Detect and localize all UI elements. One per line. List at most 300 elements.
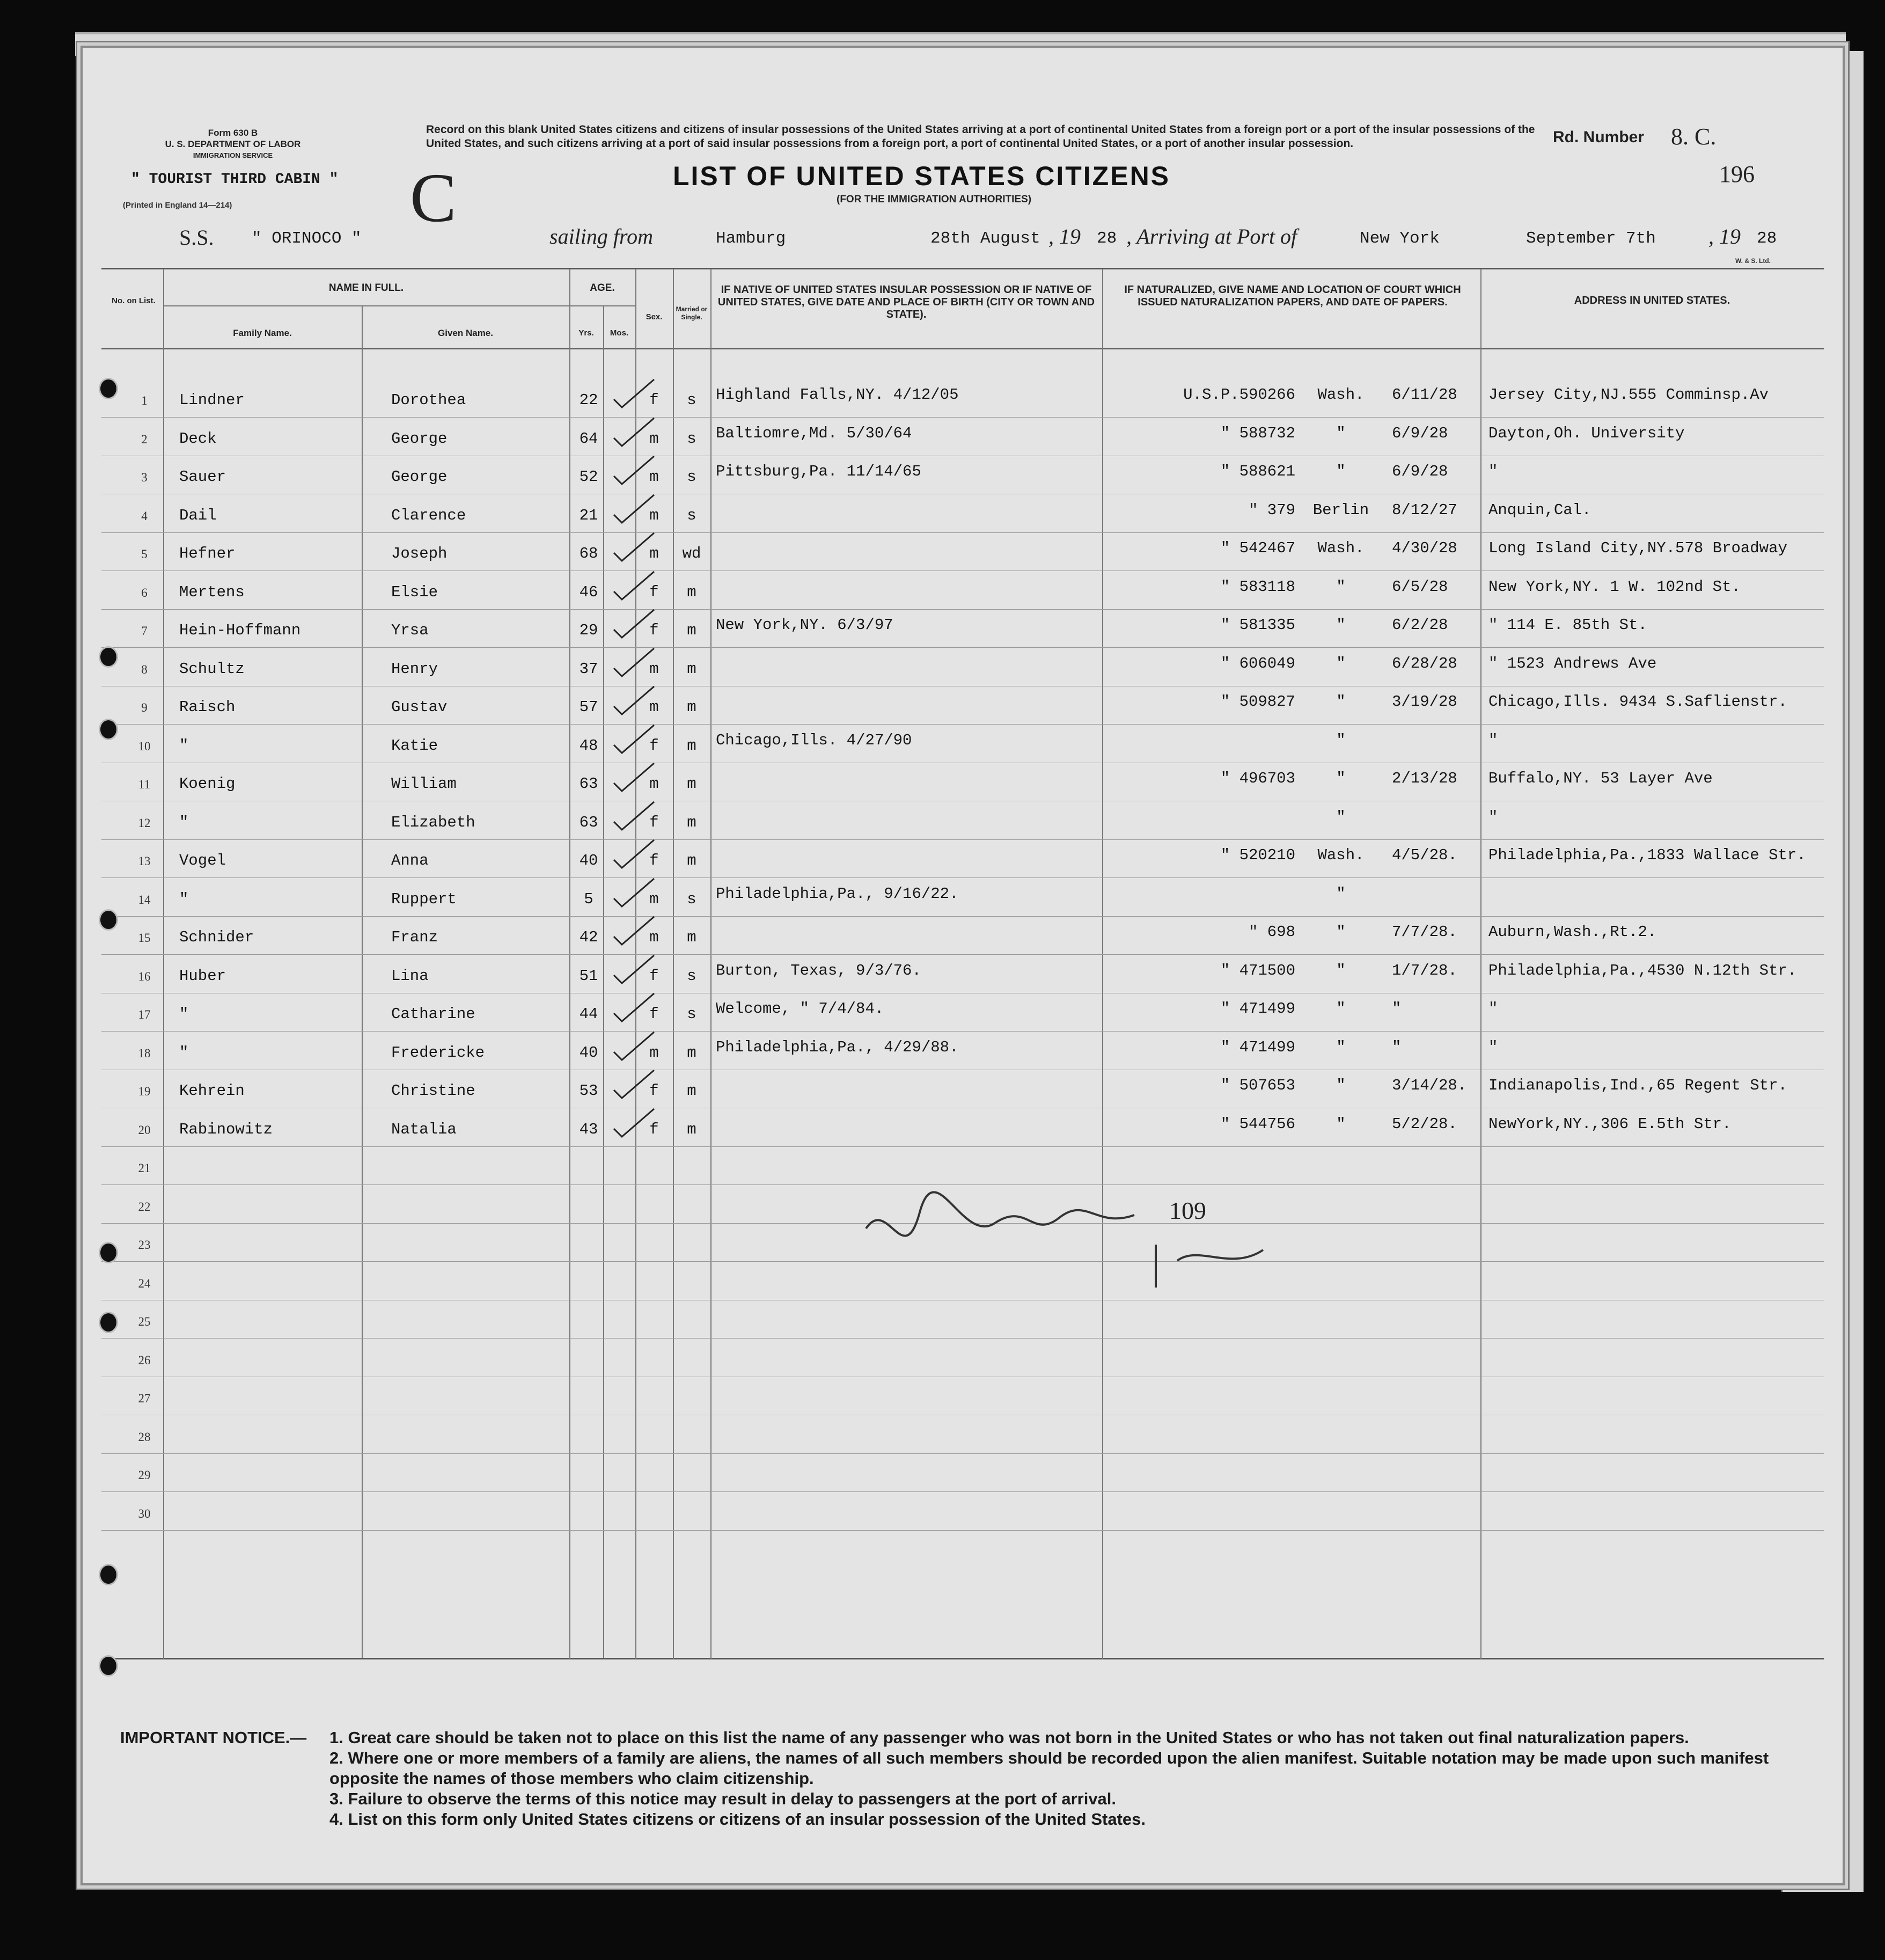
col-family: Family Name.	[233, 328, 292, 338]
col-married: Married or Single.	[676, 305, 708, 321]
service: IMMIGRATION SERVICE	[193, 151, 273, 159]
punch-hole	[99, 1242, 118, 1263]
table-header-rule	[101, 348, 1824, 349]
address: Indianapolis,Ind.,65 Regent Str.	[1488, 1077, 1787, 1094]
punch-hole	[99, 1312, 118, 1333]
naturalization-date: 6/5/28	[1392, 577, 1448, 596]
marital-status: s	[687, 1005, 696, 1023]
court: Wash.	[1317, 846, 1365, 864]
address: "	[1488, 463, 1498, 480]
sailing-date: 28th August	[930, 229, 1040, 248]
table-top-rule	[101, 268, 1824, 269]
row-rule	[101, 417, 1824, 418]
given-name: Dorothea	[391, 391, 466, 409]
col-address: ADDRESS IN UNITED STATES.	[1574, 295, 1730, 306]
page-number: 196	[1719, 161, 1755, 187]
marital-status: m	[687, 928, 696, 946]
arrival-year-prefix: , 19	[1708, 224, 1741, 248]
row-number: 6	[141, 586, 148, 599]
family-name: "	[179, 813, 189, 831]
address: " 114 E. 85th St.	[1488, 616, 1647, 634]
address: Jersey City,NJ.555 Comminsp.Av	[1488, 386, 1769, 404]
sex: f	[649, 813, 659, 831]
given-name: Anna	[391, 852, 429, 869]
naturalization-number: " 588621	[1220, 463, 1295, 480]
sex: m	[649, 429, 659, 448]
table-bottom-rule	[101, 1658, 1824, 1659]
sailing-year: 28	[1097, 229, 1117, 248]
naturalization-number: " 507653	[1220, 1077, 1295, 1094]
naturalization-date: 3/14/28.	[1392, 1077, 1467, 1094]
family-name: Dail	[179, 506, 217, 524]
court: "	[1336, 1000, 1346, 1018]
row-number: 15	[138, 931, 151, 945]
address: Auburn,Wash.,Rt.2.	[1488, 923, 1657, 941]
marital-status: m	[687, 1043, 696, 1062]
age-years: 37	[579, 660, 598, 678]
row-number: 27	[138, 1392, 151, 1405]
address: Chicago,Ills. 9434 S.Saflienstr.	[1488, 693, 1787, 711]
family-name: "	[179, 736, 189, 755]
page-title: LIST OF UNITED STATES CITIZENS	[673, 161, 1171, 191]
row-rule	[101, 1530, 1824, 1531]
row-rule	[101, 839, 1824, 840]
marital-status: s	[687, 506, 696, 524]
birth-info: Burton, Texas, 9/3/76.	[716, 961, 921, 979]
court: "	[1336, 884, 1346, 903]
check-mark	[611, 529, 659, 566]
family-name: Rabinowitz	[179, 1120, 273, 1138]
notice-item: 2. Where one or more members of a family are aliens, the names of all such members should be recorded upon the alien manifest. Suitable notation may be made upon such manifest opposite the names of those members who claim citizenship.	[329, 1749, 1769, 1788]
notice-item: 4. List on this form only United States citizens or citizens of an insular possession of the United States.	[329, 1810, 1146, 1829]
birth-info: Highland Falls,NY. 4/12/05	[716, 386, 959, 404]
row-rule	[101, 1338, 1824, 1339]
naturalization-number: " 544756	[1220, 1115, 1295, 1133]
address: Philadelphia,Pa.,1833 Wallace Str.	[1488, 846, 1806, 864]
family-name: "	[179, 890, 189, 908]
age-years: 46	[579, 583, 598, 601]
sex: m	[649, 890, 659, 908]
naturalization-date: 4/30/28	[1392, 539, 1457, 557]
row-number: 3	[141, 471, 148, 484]
row-rule	[101, 1031, 1824, 1032]
naturalization-number: " 581335	[1220, 616, 1295, 634]
sex: f	[649, 1120, 659, 1138]
sex: f	[649, 1005, 659, 1023]
naturalization-date: 6/9/28	[1392, 463, 1448, 480]
family-name: Schnider	[179, 928, 254, 946]
court: "	[1336, 577, 1346, 596]
form-info	[147, 127, 319, 161]
court: Berlin	[1312, 501, 1369, 519]
sex: f	[649, 621, 659, 639]
naturalization-date: 8/12/27	[1392, 501, 1457, 519]
naturalization-number: " 509827	[1220, 693, 1295, 711]
court: "	[1336, 808, 1346, 826]
given-name: Henry	[391, 660, 438, 678]
sex: m	[649, 1043, 659, 1062]
given-name: Natalia	[391, 1120, 457, 1138]
col-naturalized: IF NATURALIZED, GIVE NAME AND LOCATION OF COURT WHICH ISSUED NATURALIZATION PAPERS, AND DATE OF PAPERS.	[1124, 284, 1461, 308]
naturalization-number: " 496703	[1220, 770, 1295, 787]
row-number: 24	[138, 1276, 151, 1290]
birth-info: Philadelphia,Pa., 4/29/88.	[716, 1038, 959, 1056]
given-name: George	[391, 468, 448, 486]
row-number: 28	[138, 1430, 151, 1444]
given-name: Yrsa	[391, 621, 429, 639]
signature-mark	[855, 1164, 1285, 1325]
check-mark	[611, 452, 659, 489]
check-mark	[611, 414, 659, 451]
marital-status: s	[687, 890, 696, 908]
given-name: Gustav	[391, 698, 448, 716]
marital-status: m	[687, 1082, 696, 1100]
naturalization-date: "	[1392, 1000, 1402, 1018]
court: Wash.	[1317, 386, 1365, 404]
row-number: 14	[138, 893, 151, 906]
age-years: 52	[579, 468, 598, 486]
age-years: 40	[579, 852, 598, 869]
birth-info: Baltiomre,Md. 5/30/64	[716, 424, 912, 442]
rd-number-value: 8. C.	[1671, 123, 1717, 150]
marital-status: m	[687, 583, 696, 601]
col-mos: Mos.	[610, 328, 629, 338]
page-subtitle: (FOR THE IMMIGRATION AUTHORITIES)	[837, 194, 1032, 205]
row-rule	[101, 916, 1824, 917]
naturalization-date: 5/2/28.	[1392, 1115, 1457, 1133]
arrival-date: September 7th	[1526, 229, 1656, 248]
check-mark	[611, 375, 659, 413]
check-mark	[611, 874, 659, 912]
col-yrs: Yrs.	[578, 328, 594, 338]
given-name: Clarence	[391, 506, 466, 524]
given-name: William	[391, 775, 457, 793]
age-years: 63	[579, 775, 598, 793]
naturalization-date: 6/28/28	[1392, 654, 1457, 672]
arrival-port: New York	[1360, 229, 1440, 248]
naturalization-number: U.S.P.590266	[1183, 386, 1295, 404]
check-mark	[611, 1028, 659, 1065]
family-name: Huber	[179, 967, 226, 985]
notice-item: 1. Great care should be taken not to place on this list the name of any passenger who was not born in the United States or who has not taken out final naturalization papers.	[329, 1728, 1689, 1747]
handwritten-letter: C	[410, 159, 457, 237]
naturalization-date: 7/7/28.	[1392, 923, 1457, 941]
punch-hole	[99, 646, 118, 668]
check-mark	[611, 759, 659, 796]
col-name: NAME IN FULL.	[328, 282, 404, 294]
sex: m	[649, 545, 659, 562]
given-name: Elsie	[391, 583, 438, 601]
row-number: 30	[138, 1506, 151, 1520]
row-number: 8	[141, 662, 148, 676]
printed-note: (Printed in England 14—214)	[123, 201, 232, 210]
row-number: 10	[138, 739, 151, 753]
cabin-class: " TOURIST THIRD CABIN "	[131, 171, 339, 188]
marital-status: wd	[682, 545, 701, 562]
family-name: "	[179, 1043, 189, 1062]
row-number: 29	[138, 1468, 151, 1482]
check-mark	[611, 1105, 659, 1142]
notice-list	[329, 1728, 1827, 1830]
row-number: 16	[138, 969, 151, 983]
form-number: Form 630 B	[208, 128, 258, 138]
court: "	[1336, 654, 1346, 672]
age-years: 63	[579, 813, 598, 831]
given-name: Elizabeth	[391, 813, 475, 831]
row-rule	[101, 954, 1824, 955]
punch-hole	[99, 1564, 118, 1585]
court: "	[1336, 1038, 1346, 1056]
sex: m	[649, 698, 659, 716]
naturalization-date: 6/9/28	[1392, 424, 1448, 442]
family-name: Koenig	[179, 775, 236, 793]
marital-status: s	[687, 468, 696, 486]
court: "	[1336, 961, 1346, 979]
row-rule	[101, 1146, 1824, 1147]
check-mark	[611, 1066, 659, 1103]
sex: m	[649, 928, 659, 946]
address: "	[1488, 1038, 1498, 1056]
check-mark	[611, 912, 659, 950]
marital-status: m	[687, 660, 696, 678]
age-years: 21	[579, 506, 598, 524]
address: New York,NY. 1 W. 102nd St.	[1488, 577, 1741, 596]
family-name: Deck	[179, 429, 217, 448]
row-number: 23	[138, 1238, 151, 1252]
row-number: 18	[138, 1046, 151, 1060]
naturalization-number: " 471499	[1220, 1000, 1295, 1018]
marital-status: m	[687, 813, 696, 831]
naturalization-date: 6/11/28	[1392, 386, 1457, 404]
birth-info: Chicago,Ills. 4/27/90	[716, 731, 912, 749]
given-name: Christine	[391, 1082, 475, 1100]
row-number: 11	[138, 778, 151, 791]
marital-status: m	[687, 852, 696, 869]
row-number: 12	[138, 816, 151, 830]
check-mark	[611, 951, 659, 989]
age-years: 5	[584, 890, 593, 908]
year-prefix: , 19	[1048, 224, 1081, 248]
address: "	[1488, 731, 1498, 749]
vessel-name: " ORINOCO "	[252, 229, 362, 248]
notice-item: 3. Failure to observe the terms of this notice may result in delay to passengers at the port of arrival.	[329, 1789, 1117, 1808]
row-number: 5	[141, 547, 148, 561]
sailing-label: sailing from	[549, 224, 653, 248]
naturalization-number: " 588732	[1220, 424, 1295, 442]
address: "	[1488, 808, 1498, 826]
row-number: 20	[138, 1123, 151, 1137]
check-mark	[611, 682, 659, 720]
family-name: Hefner	[179, 545, 236, 562]
sex: m	[649, 660, 659, 678]
vessel-prefix: S.S.	[179, 225, 214, 250]
arrival-year: 28	[1757, 229, 1777, 248]
naturalization-number: " 542467	[1220, 539, 1295, 557]
row-rule	[101, 724, 1824, 725]
row-number: 22	[138, 1200, 151, 1213]
given-name: Ruppert	[391, 890, 457, 908]
sex: f	[649, 967, 659, 985]
check-mark	[611, 721, 659, 758]
annotation-number: 109	[1169, 1197, 1206, 1224]
court: "	[1336, 693, 1346, 711]
row-number: 21	[138, 1161, 151, 1175]
marital-status: m	[687, 736, 696, 755]
check-mark	[611, 798, 659, 835]
naturalization-number: " 379	[1248, 501, 1295, 519]
check-mark	[611, 644, 659, 682]
printer-mark: W. & S. Ltd.	[1735, 257, 1771, 265]
age-years: 48	[579, 736, 598, 755]
age-years: 42	[579, 928, 598, 946]
given-name: Franz	[391, 928, 438, 946]
birth-info: New York,NY. 6/3/97	[716, 616, 893, 634]
naturalization-number: " 520210	[1220, 846, 1295, 864]
address: "	[1488, 1000, 1498, 1018]
court: "	[1336, 463, 1346, 480]
birth-info: Philadelphia,Pa., 9/16/22.	[716, 884, 959, 903]
sex: m	[649, 468, 659, 486]
rd-number-label: Rd. Number	[1553, 128, 1645, 146]
punch-hole	[99, 719, 118, 740]
department: U. S. DEPARTMENT OF LABOR	[165, 139, 301, 149]
address: Anquin,Cal.	[1488, 501, 1591, 519]
court: "	[1336, 770, 1346, 787]
age-years: 64	[579, 429, 598, 448]
sex: f	[649, 391, 659, 409]
row-rule	[101, 647, 1824, 648]
row-rule	[101, 532, 1824, 533]
check-mark	[611, 605, 659, 643]
punch-hole	[99, 909, 118, 931]
check-mark	[611, 567, 659, 605]
court: "	[1336, 1115, 1346, 1133]
instruction-text: Record on this blank United States citizens and citizens of insular possessions of the United States arriving at a port of continental United States from a foreign port or a port of the insular possessions of the United States, and such citizens arriving at a port of said insular possessions from a foreign port, a port of continental United States, or a port of another insular possession.	[426, 123, 1535, 150]
court: Wash.	[1317, 539, 1365, 557]
naturalization-date: 6/2/28	[1392, 616, 1448, 634]
birth-info: Welcome, " 7/4/84.	[716, 1000, 884, 1018]
address: NewYork,NY.,306 E.5th Str.	[1488, 1115, 1732, 1133]
address: Long Island City,NY.578 Broadway	[1488, 539, 1787, 557]
naturalization-number: " 606049	[1220, 654, 1295, 672]
marital-status: s	[687, 429, 696, 448]
sex: f	[649, 1082, 659, 1100]
naturalization-number: " 471499	[1220, 1038, 1295, 1056]
court: "	[1336, 424, 1346, 442]
naturalization-number: " 471500	[1220, 961, 1295, 979]
address: Philadelphia,Pa.,4530 N.12th Str.	[1488, 961, 1797, 979]
notice-label: IMPORTANT NOTICE.—	[120, 1728, 307, 1747]
court: "	[1336, 923, 1346, 941]
row-number: 17	[138, 1008, 151, 1021]
arriving-label: , Arriving at Port of	[1126, 224, 1297, 248]
sex: m	[649, 775, 659, 793]
given-name: Lina	[391, 967, 429, 985]
naturalization-number: " 583118	[1220, 577, 1295, 596]
family-name: Vogel	[179, 852, 226, 869]
row-number: 26	[138, 1353, 151, 1367]
row-rule	[101, 877, 1824, 878]
row-number: 19	[138, 1085, 151, 1098]
family-name: "	[179, 1005, 189, 1023]
naturalization-date: 3/19/28	[1392, 693, 1457, 711]
marital-status: m	[687, 1120, 696, 1138]
age-years: 29	[579, 621, 598, 639]
age-years: 57	[579, 698, 598, 716]
given-name: George	[391, 429, 448, 448]
col-no: No. on List.	[112, 296, 156, 305]
court: "	[1336, 1077, 1346, 1094]
age-years: 68	[579, 545, 598, 562]
col-birth: IF NATIVE OF UNITED STATES INSULAR POSSESSION OR IF NATIVE OF UNITED STATES, GIVE DATE AND PLACE OF BIRTH (CITY OR TOWN AND STATE).	[717, 284, 1095, 320]
family-name: Hein-Hoffmann	[179, 621, 301, 639]
marital-status: m	[687, 775, 696, 793]
naturalization-date: 1/7/28.	[1392, 961, 1457, 979]
row-number: 9	[141, 701, 148, 714]
naturalization-date: 2/13/28	[1392, 770, 1457, 787]
check-mark	[611, 491, 659, 528]
row-number: 13	[138, 854, 151, 868]
punch-hole	[99, 378, 118, 399]
sex: f	[649, 852, 659, 869]
marital-status: s	[687, 391, 696, 409]
sex: m	[649, 506, 659, 524]
address: Buffalo,NY. 53 Layer Ave	[1488, 770, 1713, 787]
marital-status: m	[687, 698, 696, 716]
marital-status: s	[687, 967, 696, 985]
manifest-sheet	[80, 46, 1845, 1885]
sex: f	[649, 736, 659, 755]
naturalization-number: " 698	[1248, 923, 1295, 941]
age-years: 40	[579, 1043, 598, 1062]
address: " 1523 Andrews Ave	[1488, 654, 1657, 672]
family-name: Kehrein	[179, 1082, 245, 1100]
age-years: 44	[579, 1005, 598, 1023]
given-name: Katie	[391, 736, 438, 755]
naturalization-date: "	[1392, 1038, 1402, 1056]
court: "	[1336, 731, 1346, 749]
check-mark	[611, 836, 659, 873]
age-years: 43	[579, 1120, 598, 1138]
row-rule	[101, 1491, 1824, 1492]
row-number: 1	[141, 394, 148, 407]
age-years: 51	[579, 967, 598, 985]
row-number: 25	[138, 1315, 151, 1328]
family-name: Sauer	[179, 468, 226, 486]
birth-info: Pittsburg,Pa. 11/14/65	[716, 463, 921, 480]
given-name: Fredericke	[391, 1043, 485, 1062]
family-name: Raisch	[179, 698, 236, 716]
row-number: 2	[141, 432, 148, 446]
court: "	[1336, 616, 1346, 634]
col-age: AGE.	[590, 282, 615, 294]
family-name: Mertens	[179, 583, 245, 601]
naturalization-date: 4/5/28.	[1392, 846, 1457, 864]
row-number: 4	[141, 509, 148, 523]
family-name: Schultz	[179, 660, 245, 678]
age-years: 53	[579, 1082, 598, 1100]
family-name: Lindner	[179, 391, 245, 409]
col-sex: Sex.	[646, 312, 663, 321]
sex: f	[649, 583, 659, 601]
address: Dayton,Oh. University	[1488, 424, 1685, 442]
row-rule	[101, 609, 1824, 610]
sailing-from: Hamburg	[716, 229, 786, 248]
row-rule	[101, 1453, 1824, 1454]
row-number: 7	[141, 624, 148, 638]
punch-hole	[99, 1655, 118, 1677]
col-given: Given Name.	[438, 328, 493, 338]
